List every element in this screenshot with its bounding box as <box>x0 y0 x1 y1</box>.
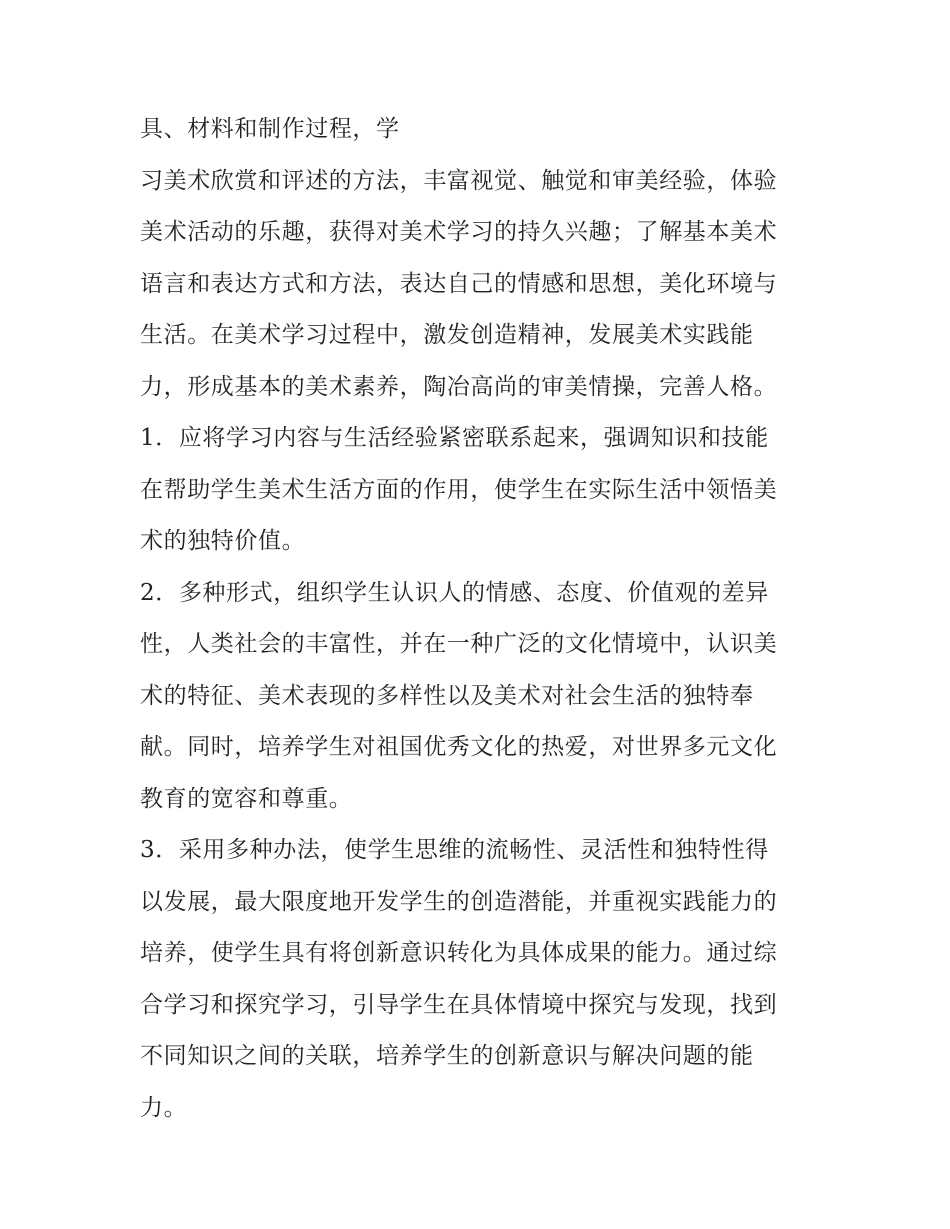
text-line: 献。同时，培养学生对祖国优秀文化的热爱，对世界多元文化 <box>140 734 778 760</box>
text-line: 美术活动的乐趣，获得对美术学习的持久兴趣；了解基本美术 <box>140 219 778 245</box>
text-line: 术的特征、美术表现的多样性以及美术对社会生活的独特奉 <box>140 682 754 709</box>
text-line: 不同知识之间的关联，培养学生的创新意识与解决问题的能 <box>140 1043 754 1069</box>
text-line: 语言和表达方式和方法，表达自己的情感和思想，美化环境与 <box>140 270 778 297</box>
document-body <box>140 104 820 1134</box>
text-line: 1．应将学习内容与生活经验紧密联系起来，强调知识和技能 <box>140 425 769 451</box>
text-line: 力。 <box>140 1094 188 1121</box>
text-line: 合学习和探究学习，引导学生在具体情境中探究与发现，找到 <box>140 991 778 1018</box>
text-line: 教育的宽容和尊重。 <box>140 785 353 812</box>
text-line: 培养，使学生具有将创新意识转化为具体成果的能力。通过综 <box>140 940 778 966</box>
text-line: 以发展，最大限度地开发学生的创造潜能，并重视实践能力的 <box>140 888 778 915</box>
text-line: 具、材料和制作过程，学 <box>140 116 400 142</box>
text-line: 生活。在美术学习过程中，激发创造精神，发展美术实践能 <box>140 322 754 348</box>
text-line: 2．多种形式，组织学生认识人的情感、态度、价值观的差异 <box>140 579 769 606</box>
text-line: 术的独特价值。 <box>140 528 306 554</box>
text-line: 力，形成基本的美术素养，陶冶高尚的审美情操，完善人格。 <box>140 373 778 400</box>
text-line: 习美术欣赏和评述的方法，丰富视觉、触觉和审美经验，体验 <box>140 167 778 194</box>
text-line: 3．采用多种办法，使学生思维的流畅性、灵活性和独特性得 <box>140 837 769 863</box>
text-line: 性，人类社会的丰富性，并在一种广泛的文化情境中，认识美 <box>140 631 778 657</box>
text-line: 在帮助学生美术生活方面的作用，使学生在实际生活中领悟美 <box>140 476 778 503</box>
